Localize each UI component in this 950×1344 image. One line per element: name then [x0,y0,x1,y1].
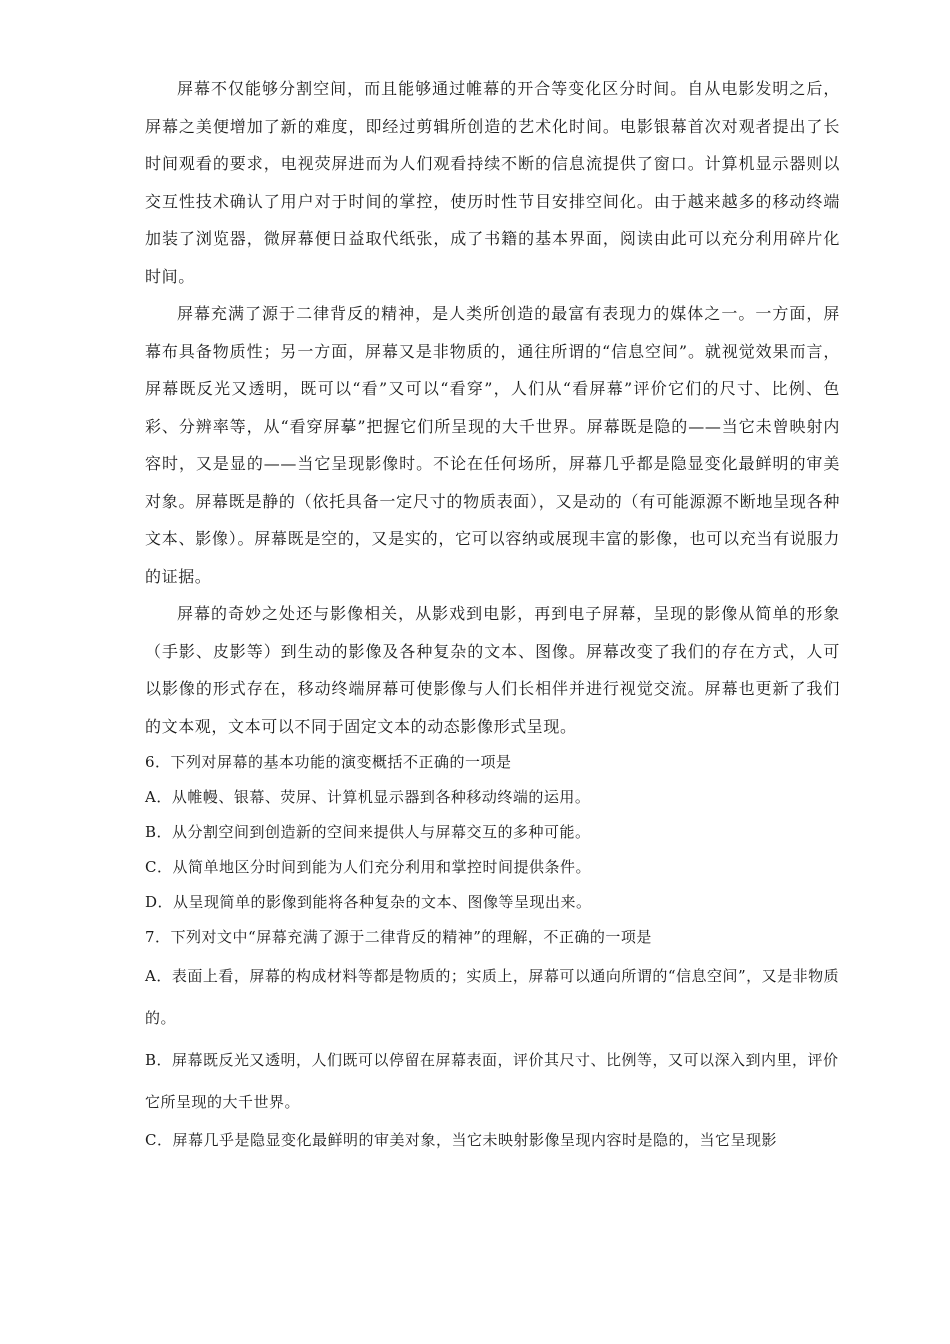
document-page [145,70,840,1158]
passage-paragraph-1: 屏幕不仅能够分割空间，而且能够通过帷幕的开合等变化区分时间。自从电影发明之后，屏幕之美便增加了新的难度，即经过剪辑所创造的艺术化时间。电影银幕首次对观者提出了长时间观看的要求，电视荧屏进而为人们观看持续不断的信息流提供了窗口。计算机显示器则以交互性技术确认了用户对于时间的掌控，使历时性节目安排空间化。由于越来越多的移动终端加装了浏览器，微屏幕便日益取代纸张，成了书籍的基本界面，阅读由此可以充分利用碎片化时间。 [145,79,840,286]
question-6-option-d: D．从呈现简单的影像到能将各种复杂的文本、图像等呈现出来。 [145,893,592,911]
question-7-option-a: A．表面上看，屏幕的构成材料等都是物质的；实质上，屏幕可以通向所谓的“信息空间”，又是非物质的。 [145,967,840,1027]
passage-paragraph-3: 屏幕的奇妙之处还与影像相关，从影戏到电影，再到电子屏幕，呈现的影像从简单的形象（手影、皮影等）到生动的影像及各种复杂的文本、图像。屏幕改变了我们的存在方式，人可以影像的形式存在，移动终端屏幕可使影像与人们长相伴并进行视觉交流。屏幕也更新了我们的文本观，文本可以不同于固定文本的动态影像形式呈现。 [145,604,840,736]
question-6-option-c: C．从简单地区分时间到能为人们充分利用和掌控时间提供条件。 [145,858,591,876]
question-6-option-a: A．从帷幔、银幕、荧屏、计算机显示器到各种移动终端的运用。 [145,788,591,806]
question-7-option-c: C．屏幕几乎是隐显变化最鲜明的审美对象，当它未映射影像呈现内容时是隐的，当它呈现影 [145,1131,777,1149]
question-6-stem: 6．下列对屏幕的基本功能的演变概括不正确的一项是 [145,753,512,771]
question-7-stem: 7．下列对文中“屏幕充满了源于二律背反的精神”的理解，不正确的一项是 [145,928,652,946]
question-6-option-b: B．从分割空间到创造新的空间来提供人与屏幕交互的多种可能。 [145,823,591,841]
passage-paragraph-2: 屏幕充满了源于二律背反的精神，是人类所创造的最富有表现力的媒体之一。一方面，屏幕布具备物质性；另一方面，屏幕又是非物质的，通往所谓的“信息空间”。就视觉效果而言，屏幕既反光又透明，既可以“看”又可以“看穿”，人们从“看屏幕”评价它们的尺寸、比例、色彩、分辨率等，从“看穿屏摹”把握它们所呈现的大千世界。屏幕既是隐的——当它未曾映射内容时，又是显的——当它呈现影像时。不论在任何场所，屏幕几乎都是隐显变化最鲜明的审美对象。屏幕既是静的（依托具备一定尺寸的物质表面），又是动的（有可能源源不断地呈现各种文本、影像）。屏幕既是空的，又是实的，它可以容纳或展现丰富的影像，也可以充当有说服力的证据。 [145,304,840,586]
question-7-option-b: B．屏幕既反光又透明，人们既可以停留在屏幕表面，评价其尺寸、比例等，又可以深入到内里，评价它所呈现的大千世界。 [145,1051,839,1111]
